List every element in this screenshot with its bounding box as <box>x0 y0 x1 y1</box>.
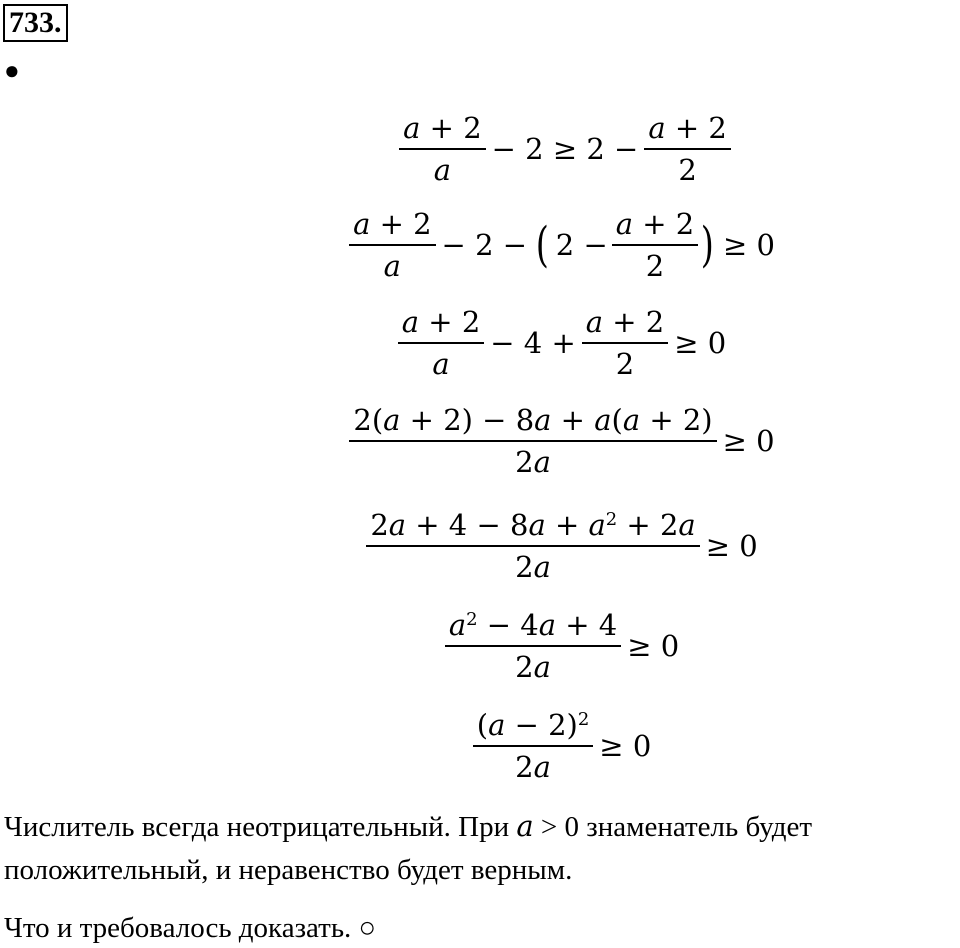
equation-6: $\frac{a^2 - 4a + 4}{2a}$ ≥ 0 <box>0 605 960 687</box>
equation-5: $\frac{2a + 4 - 8a + a^2 + 2a}{2a}$ ≥ 0 <box>0 505 960 587</box>
equation-1: $\frac{a + 2}{a}$ − 2 ≥ 2 − $\frac{a + 2}{2}$ <box>0 108 960 190</box>
equation-2: $\frac{a + 2}{a}$ − 2 − ( 2 − $\frac{a + 2}{2}$ ) ≥ 0 <box>0 204 960 286</box>
conclusion-line-1: Числитель всегда неотрицательный. При a > 0 знаменатель будет <box>4 809 813 843</box>
problem-number: 733. <box>3 4 68 42</box>
bullet-marker: ● <box>4 56 20 85</box>
final-statement: Что и требовалось доказать. ○ <box>4 912 377 944</box>
equation-4: $\frac{2(a + 2) - 8a + a(a + 2)}{2a}$ ≥ 0 <box>0 400 960 482</box>
equation-3: $\frac{a + 2}{a}$ − 4 + $\frac{a + 2}{2}$ ≥ 0 <box>0 302 960 384</box>
conclusion-line-2: положительный, и неравенство будет верным. <box>4 854 573 886</box>
equation-7: $\frac{(a - 2)^2}{2a}$ ≥ 0 <box>0 705 960 787</box>
